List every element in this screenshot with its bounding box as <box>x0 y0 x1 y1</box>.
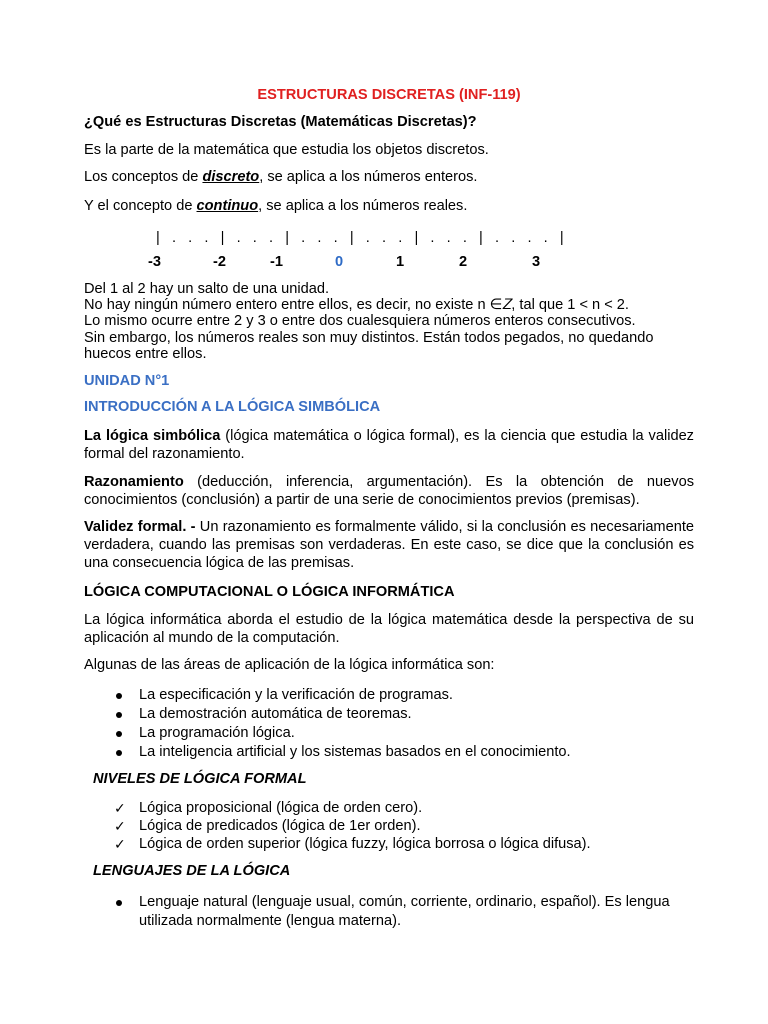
continuous-term: continuo <box>196 198 259 214</box>
reasoning-definition <box>84 473 694 509</box>
list-item-text: Lógica proposicional (lógica de orden cero). <box>139 800 423 816</box>
number-line-label: 1 <box>396 254 405 270</box>
list-item-text: Lógica de orden superior (lógica fuzzy, lógica borrosa o lógica difusa). <box>139 836 591 852</box>
discrete-paragraph <box>84 169 477 185</box>
unit-subheading: INTRODUCCIÓN A LA LÓGICA SIMBÓLICA <box>84 399 381 415</box>
list-item <box>114 799 591 817</box>
levels-heading: NIVELES DE LÓGICA FORMAL <box>93 771 307 787</box>
list-item <box>114 705 571 724</box>
checkmark-icon: ✓ <box>114 818 126 834</box>
number-line-ticks: | . . . | . . . | . . . | . . . | . . . | . . . . | <box>156 230 564 246</box>
list-item <box>114 724 571 743</box>
areas-intro: Algunas de las áreas de aplicación de la lógica informática son: <box>84 657 495 673</box>
list-item-text: Lógica de predicados (lógica de 1er orden). <box>139 818 421 834</box>
list-item <box>114 893 674 931</box>
validity-term: Validez formal. - <box>84 519 196 535</box>
explanation-line: huecos entre ellos. <box>84 345 207 362</box>
list-item <box>114 686 571 705</box>
continuous-paragraph <box>84 198 467 214</box>
number-line-label-zero: 0 <box>335 254 344 270</box>
list-item <box>114 835 591 853</box>
list-item-text: La demostración automática de teoremas. <box>139 706 412 722</box>
bullet-icon <box>116 731 122 737</box>
number-line-label: -2 <box>213 254 226 270</box>
continuous-text-before: Y el concepto de <box>84 198 197 214</box>
discrete-text-before: Los conceptos de <box>84 169 203 185</box>
unit-heading: UNIDAD N°1 <box>84 373 170 389</box>
number-line-label: -3 <box>148 254 161 270</box>
list-item-text: La inteligencia artificial y los sistemas basados en el conocimiento. <box>139 744 571 760</box>
explanation-line: No hay ningún número entero entre ellos, es decir, no existe n ∈𝑍, tal que 1 < n < 2. <box>84 297 629 314</box>
languages-list <box>114 893 674 931</box>
document-title: ESTRUCTURAS DISCRETAS (INF-119) <box>257 87 521 103</box>
explanation-line: Lo mismo ocurre entre 2 y 3 o entre dos cualesquiera números enteros consecutivos. <box>84 313 636 330</box>
list-item-text: La programación lógica. <box>139 725 295 741</box>
validity-text: Un razonamiento es formalmente válido, si la conclusión es necesariamente verdadera, cuando las premisas son verdaderas. En este caso, se dice que la conclusión es una consecuencia lógica de las premisas. <box>84 519 694 571</box>
discrete-term: discreto <box>202 169 260 185</box>
bullet-icon <box>116 900 122 906</box>
list-item <box>114 743 571 762</box>
languages-heading: LENGUAJES DE LA LÓGICA <box>93 863 291 879</box>
checkmark-icon: ✓ <box>114 836 126 852</box>
intro-paragraph: Es la parte de la matemática que estudia los objetos discretos. <box>84 142 489 158</box>
list-item <box>114 817 591 835</box>
list-item-text: Lenguaje natural (lenguaje usual, común, corriente, ordinario, español). Es lengua utilizada normalmente (lengua materna). <box>139 894 670 929</box>
reasoning-term: Razonamiento <box>84 474 184 490</box>
computational-paragraph: La lógica informática aborda el estudio de la lógica matemática desde la perspectiva de su aplicación al mundo de la computación. <box>84 612 694 646</box>
explanation-line: Sin embargo, los números reales son muy distintos. Están todos pegados, no quedando <box>84 329 654 346</box>
computational-heading: LÓGICA COMPUTACIONAL O LÓGICA INFORMÁTICA <box>84 584 455 600</box>
number-line-label: -1 <box>270 254 283 270</box>
question-heading: ¿Qué es Estructuras Discretas (Matemáticas Discretas)? <box>84 114 477 130</box>
checkmark-icon: ✓ <box>114 800 126 816</box>
bullet-icon <box>116 693 122 699</box>
explanation-line: Del 1 al 2 hay un salto de una unidad. <box>84 281 330 297</box>
logic-term: La lógica simbólica <box>84 428 221 444</box>
discrete-text-after: , se aplica a los números enteros. <box>259 169 478 185</box>
explanation-paragraph <box>84 281 694 362</box>
levels-list <box>114 799 591 853</box>
list-item-text: La especificación y la verificación de programas. <box>139 687 453 703</box>
areas-list <box>114 686 571 762</box>
number-line-label: 3 <box>532 254 541 270</box>
number-line-label: 2 <box>459 254 468 270</box>
reasoning-text: (deducción, inferencia, argumentación). Es la obtención de nuevos conocimientos (conclusión) a partir de una serie de conocimientos previos (premisas). <box>84 474 694 508</box>
logic-text: (lógica matemática o lógica formal), es la ciencia que estudia la validez formal del razonamiento. <box>84 428 694 462</box>
bullet-icon <box>116 712 122 718</box>
logic-definition <box>84 427 694 463</box>
document-page <box>84 0 694 1024</box>
bullet-icon <box>116 750 122 756</box>
continuous-text-after: , se aplica a los números reales. <box>258 198 468 214</box>
validity-definition <box>84 518 694 572</box>
